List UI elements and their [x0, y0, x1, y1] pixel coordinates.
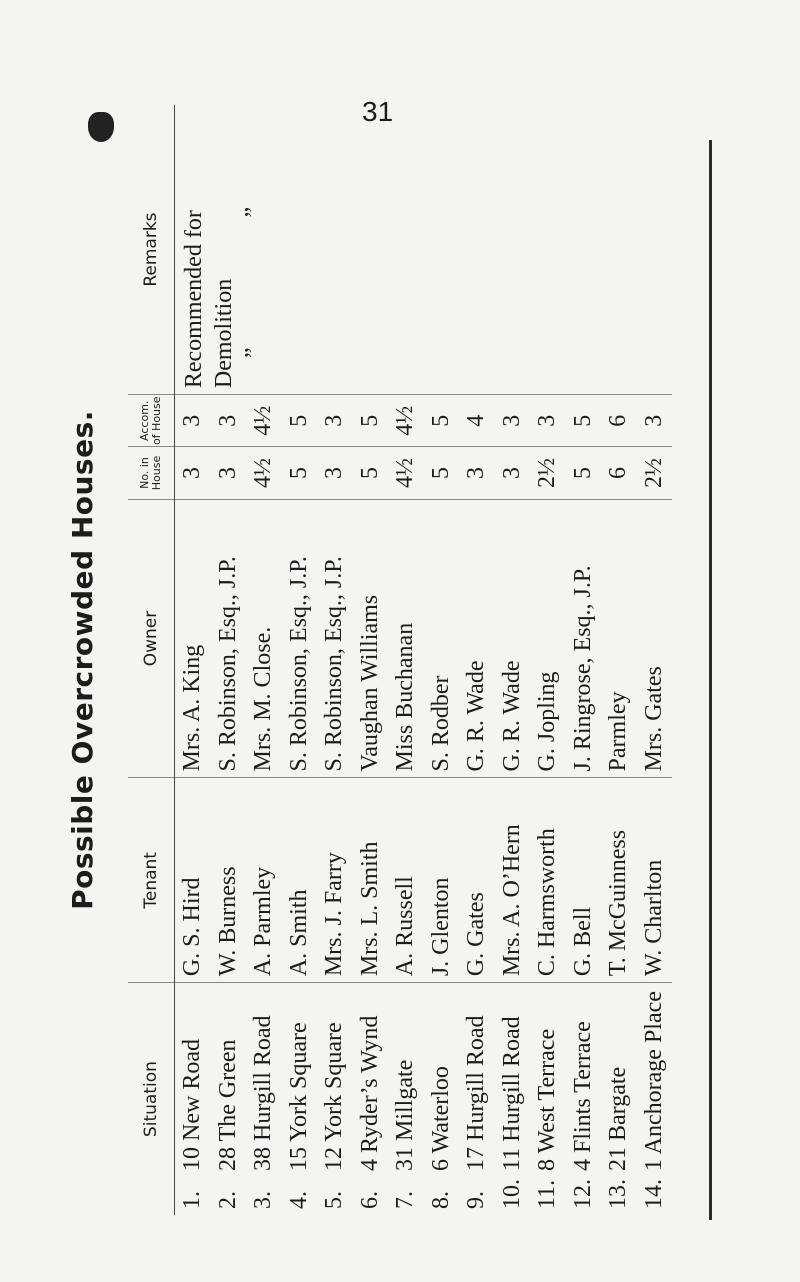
cell-tenant: A. Smith: [282, 778, 318, 983]
cell-situation: [353, 983, 389, 1215]
situation-text: 6 Waterloo: [427, 1066, 454, 1171]
cell-no-in-house: 3: [211, 447, 247, 499]
cell-accom: 3: [495, 395, 531, 447]
header-situation: Situation: [128, 983, 175, 1215]
cell-accom: 4: [459, 395, 495, 447]
situation-text: 1 Anchorage Place: [640, 991, 667, 1171]
cell-no-in-house: 6: [601, 447, 637, 499]
cell-accom: 5: [282, 395, 318, 447]
row-index: 7.: [392, 1191, 419, 1209]
cell-owner: Mrs. M. Close.: [246, 499, 282, 778]
cell-owner: Mrs. A. King: [175, 499, 211, 778]
ditto-mark-1: ”: [241, 347, 267, 359]
cell-tenant: G. Bell: [566, 778, 602, 983]
cell-owner: G. Jopling: [530, 499, 566, 778]
cell-accom: 5: [566, 395, 602, 447]
cell-owner: Miss Buchanan: [388, 499, 424, 778]
cell-accom: 5: [424, 395, 460, 447]
situation-text: 15 York Square: [285, 1022, 312, 1171]
situation-text: 17 Hurgill Road: [463, 1015, 490, 1171]
row-index: 3.: [250, 1191, 277, 1209]
page-number: 31: [362, 96, 394, 127]
overcrowded-houses-table: [128, 105, 672, 1215]
situation-text: 4 Ryder’s Wynd: [356, 1015, 383, 1171]
cell-no-in-house: 3: [459, 447, 495, 499]
cell-owner: Vaughan Williams: [353, 499, 389, 778]
cell-accom: 3: [175, 395, 211, 447]
cell-situation: [495, 983, 531, 1215]
header-tenant: Tenant: [128, 778, 175, 983]
cell-tenant: A. Russell: [388, 778, 424, 983]
cell-owner: Mrs. Gates: [637, 499, 673, 778]
row-index: 6.: [356, 1191, 383, 1209]
remarks-line-1: Recommended for: [181, 210, 207, 389]
cell-no-in-house: 5: [353, 447, 389, 499]
header-remarks: Remarks: [128, 105, 175, 395]
page-heading: Possible Overcrowded Houses.: [66, 410, 99, 910]
cell-no-in-house: 5: [282, 447, 318, 499]
cell-owner: J. Ringrose, Esq., J.P.: [566, 499, 602, 778]
remarks-line-2: Demolition: [211, 278, 237, 389]
cell-tenant: J. Glenton: [424, 778, 460, 983]
situation-text: 10 New Road: [179, 1039, 206, 1171]
cell-no-in-house: 4½: [246, 447, 282, 499]
cell-accom: 3: [317, 395, 353, 447]
situation-text: 38 Hurgill Road: [250, 1015, 277, 1171]
cell-tenant: W. Charlton: [637, 778, 673, 983]
cell-situation: [459, 983, 495, 1215]
cell-accom: 6: [601, 395, 637, 447]
row-index: 12.: [569, 1179, 596, 1209]
cell-owner: S. Robinson, Esq., J.P.: [211, 499, 247, 778]
row-index: 8.: [427, 1191, 454, 1209]
row-index: 4.: [285, 1191, 312, 1209]
remarks-ditto-marks: [239, 111, 269, 388]
cell-no-in-house: 2½: [530, 447, 566, 499]
cell-situation: [211, 983, 247, 1215]
cell-no-in-house: 4½: [388, 447, 424, 499]
row-index: 13.: [605, 1179, 632, 1209]
situation-text: 28 The Green: [214, 1039, 241, 1171]
cell-no-in-house: 3: [175, 447, 211, 499]
cell-tenant: Mrs. J. Farry: [317, 778, 353, 983]
page-edge-line: [709, 140, 712, 1220]
row-index: 9.: [463, 1191, 490, 1209]
cell-no-in-house: 5: [424, 447, 460, 499]
row-index: 10.: [498, 1179, 525, 1209]
rotated-table-block: [66, 105, 706, 1215]
situation-text: 4 Flints Terrace: [569, 1021, 596, 1171]
cell-owner: S. Rodber: [424, 499, 460, 778]
ditto-mark-2: ”: [241, 206, 267, 218]
row-index: 1.: [179, 1191, 206, 1209]
cell-owner: G. R. Wade: [459, 499, 495, 778]
cell-tenant: Mrs. A. O’Hern: [495, 778, 531, 983]
cell-accom: 4½: [246, 395, 282, 447]
cell-situation: [637, 983, 673, 1215]
header-accom-of-house: Accom. of House: [128, 395, 175, 447]
cell-situation: [424, 983, 460, 1215]
cell-accom: 5: [353, 395, 389, 447]
cell-owner: Parmley: [601, 499, 637, 778]
table-row: [175, 105, 211, 1215]
cell-no-in-house: 2½: [637, 447, 673, 499]
situation-text: 31 Millgate: [392, 1059, 419, 1171]
row-index: 2.: [214, 1191, 241, 1209]
cell-accom: 3: [637, 395, 673, 447]
cell-situation: [388, 983, 424, 1215]
cell-tenant: G. Gates: [459, 778, 495, 983]
cell-situation: [282, 983, 318, 1215]
situation-text: 12 York Square: [321, 1022, 348, 1171]
cell-situation: [317, 983, 353, 1215]
cell-situation: [175, 983, 211, 1215]
header-no-in-house: No. in House: [128, 447, 175, 499]
situation-text: 11 Hurgill Road: [498, 1016, 525, 1171]
cell-situation: [566, 983, 602, 1215]
cell-accom: 3: [211, 395, 247, 447]
cell-tenant: T. McGuinness: [601, 778, 637, 983]
cell-remarks: [175, 105, 673, 395]
situation-text: 21 Bargate: [605, 1066, 632, 1171]
cell-owner: G. R. Wade: [495, 499, 531, 778]
row-index: 11.: [534, 1179, 561, 1209]
cell-accom: 4½: [388, 395, 424, 447]
row-index: 14.: [640, 1179, 667, 1209]
header-owner: Owner: [128, 499, 175, 778]
situation-text: 8 West Terrace: [534, 1028, 561, 1171]
cell-tenant: A. Parmley: [246, 778, 282, 983]
cell-tenant: G. S. Hird: [175, 778, 211, 983]
cell-tenant: W. Burness: [211, 778, 247, 983]
cell-no-in-house: 3: [495, 447, 531, 499]
cell-situation: [530, 983, 566, 1215]
cell-situation: [601, 983, 637, 1215]
cell-tenant: Mrs. L. Smith: [353, 778, 389, 983]
row-index: 5.: [321, 1191, 348, 1209]
cell-situation: [246, 983, 282, 1215]
cell-owner: S. Robinson, Esq., J.P.: [282, 499, 318, 778]
cell-owner: S. Robinson, Esq., J.P.: [317, 499, 353, 778]
cell-accom: 3: [530, 395, 566, 447]
cell-no-in-house: 3: [317, 447, 353, 499]
cell-tenant: C. Harmsworth: [530, 778, 566, 983]
cell-no-in-house: 5: [566, 447, 602, 499]
table-header-row: [128, 105, 175, 1215]
